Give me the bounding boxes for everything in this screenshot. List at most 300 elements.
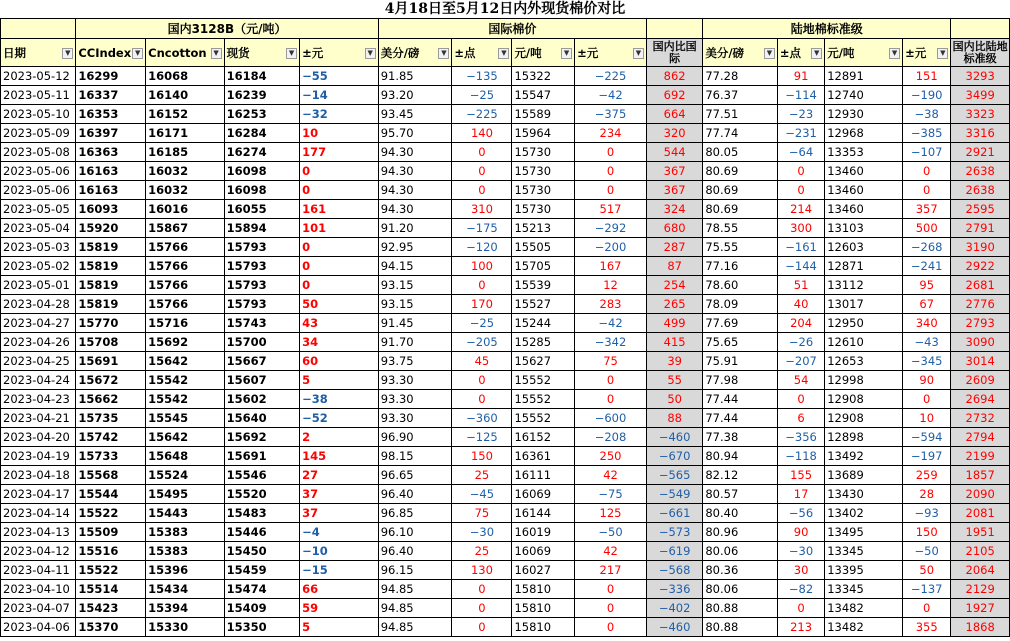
cell-intl-cents: 93.30 xyxy=(378,409,452,428)
cell-date: 2023-04-27 xyxy=(1,314,76,333)
cell-intl-points: 150 xyxy=(452,447,512,466)
cell-intl-yuan: 15213 xyxy=(512,219,575,238)
cell-landed-yuan: 13495 xyxy=(825,523,903,542)
cell-ccindex: 16093 xyxy=(76,200,146,219)
cell-landed-change: −268 xyxy=(903,238,951,257)
cell-date: 2023-04-26 xyxy=(1,333,76,352)
cell-intl-yuan: 15505 xyxy=(512,238,575,257)
cell-ccindex: 15819 xyxy=(76,257,146,276)
cell-landed-yuan: 12891 xyxy=(825,67,903,86)
cell-domestic-vs-intl: 367 xyxy=(646,162,702,181)
table-row xyxy=(1,504,1010,523)
cell-spot-change: −4 xyxy=(300,523,379,542)
cell-domestic-vs-landed: 2922 xyxy=(951,257,1010,276)
cell-ccindex: 15370 xyxy=(76,618,146,637)
cell-intl-cents: 92.95 xyxy=(378,238,452,257)
cell-domestic-vs-intl: 55 xyxy=(646,371,702,390)
cell-spot-change: 60 xyxy=(300,352,379,371)
cell-date: 2023-04-19 xyxy=(1,447,76,466)
cell-ccindex: 15742 xyxy=(76,428,146,447)
cell-landed-change: 0 xyxy=(903,390,951,409)
cell-intl-cents: 93.15 xyxy=(378,276,452,295)
cell-spot: 16284 xyxy=(224,124,299,143)
filter-dropdown-icon[interactable]: ▼ xyxy=(937,48,948,59)
cell-ccindex: 15544 xyxy=(76,485,146,504)
cell-landed-change: 28 xyxy=(903,485,951,504)
cell-landed-cents: 77.44 xyxy=(703,409,778,428)
cell-cncotton: 15867 xyxy=(146,219,224,238)
cell-domestic-vs-intl: −460 xyxy=(646,428,702,447)
cell-ccindex: 15509 xyxy=(76,523,146,542)
cell-intl-cents: 94.30 xyxy=(378,162,452,181)
cell-spot: 15602 xyxy=(224,390,299,409)
cell-intl-cents: 93.20 xyxy=(378,86,452,105)
cell-domestic-vs-landed: 2921 xyxy=(951,143,1010,162)
cell-spot: 15450 xyxy=(224,542,299,561)
cell-domestic-vs-landed: 2732 xyxy=(951,409,1010,428)
cell-landed-points: 213 xyxy=(777,618,824,637)
cell-landed-points: −56 xyxy=(777,504,824,523)
cell-landed-cents: 80.88 xyxy=(703,599,778,618)
cell-domestic-vs-intl: 87 xyxy=(646,257,702,276)
cell-intl-change: −600 xyxy=(575,409,647,428)
cell-intl-change: −200 xyxy=(575,238,647,257)
cell-spot: 15743 xyxy=(224,314,299,333)
cell-domestic-vs-intl: −619 xyxy=(646,542,702,561)
cell-intl-points: 0 xyxy=(452,162,512,181)
cell-cncotton: 16140 xyxy=(146,86,224,105)
cell-landed-points: −161 xyxy=(777,238,824,257)
table-row xyxy=(1,238,1010,257)
cell-domestic-vs-landed: 1951 xyxy=(951,523,1010,542)
cell-spot-change: 0 xyxy=(300,162,379,181)
cell-landed-yuan: 12603 xyxy=(825,238,903,257)
filter-dropdown-icon[interactable]: ▼ xyxy=(498,48,509,59)
cell-spot: 16239 xyxy=(224,86,299,105)
filter-dropdown-icon[interactable]: ▼ xyxy=(211,48,222,59)
header-intl-cents xyxy=(378,39,452,67)
cell-landed-yuan: 13353 xyxy=(825,143,903,162)
cell-ccindex: 16353 xyxy=(76,105,146,124)
cell-ccindex: 15733 xyxy=(76,447,146,466)
cell-domestic-vs-intl: 680 xyxy=(646,219,702,238)
cell-intl-cents: 96.40 xyxy=(378,542,452,561)
cell-landed-cents: 82.12 xyxy=(703,466,778,485)
cell-landed-yuan: 13482 xyxy=(825,599,903,618)
table-row xyxy=(1,561,1010,580)
cell-domestic-vs-intl: −549 xyxy=(646,485,702,504)
cell-landed-cents: 77.28 xyxy=(703,67,778,86)
cell-spot: 15607 xyxy=(224,371,299,390)
header-intl-yuan xyxy=(512,39,575,67)
cell-cncotton: 15545 xyxy=(146,409,224,428)
cell-landed-change: 355 xyxy=(903,618,951,637)
header-label: ±点 xyxy=(454,45,476,60)
cell-landed-points: −30 xyxy=(777,542,824,561)
cell-landed-yuan: 12950 xyxy=(825,314,903,333)
table-row xyxy=(1,390,1010,409)
cell-domestic-vs-intl: 544 xyxy=(646,143,702,162)
table-row xyxy=(1,181,1010,200)
cell-intl-points: 75 xyxy=(452,504,512,523)
cell-landed-yuan: 12930 xyxy=(825,105,903,124)
cell-spot: 15793 xyxy=(224,295,299,314)
cell-spot: 15350 xyxy=(224,618,299,637)
cell-spot: 15640 xyxy=(224,409,299,428)
cell-spot: 15692 xyxy=(224,428,299,447)
cell-landed-yuan: 12908 xyxy=(825,409,903,428)
cell-landed-cents: 80.05 xyxy=(703,143,778,162)
cell-date: 2023-04-06 xyxy=(1,618,76,637)
cell-intl-change: 167 xyxy=(575,257,647,276)
cell-domestic-vs-landed: 1927 xyxy=(951,599,1010,618)
cell-landed-cents: 80.06 xyxy=(703,542,778,561)
filter-dropdown-icon[interactable]: ▼ xyxy=(286,48,297,59)
cell-intl-cents: 93.75 xyxy=(378,352,452,371)
cell-cncotton: 15766 xyxy=(146,295,224,314)
cell-landed-change: 0 xyxy=(903,162,951,181)
table-row xyxy=(1,124,1010,143)
cell-domestic-vs-landed: 2791 xyxy=(951,219,1010,238)
filter-dropdown-icon[interactable]: ▼ xyxy=(365,48,376,59)
cell-intl-cents: 93.15 xyxy=(378,295,452,314)
cell-landed-yuan: 13430 xyxy=(825,485,903,504)
cell-intl-points: −120 xyxy=(452,238,512,257)
filter-dropdown-icon[interactable]: ▼ xyxy=(811,48,822,59)
cell-landed-points: 0 xyxy=(777,181,824,200)
cell-landed-cents: 80.69 xyxy=(703,200,778,219)
cell-domestic-vs-landed: 2105 xyxy=(951,542,1010,561)
cell-domestic-vs-landed: 1857 xyxy=(951,466,1010,485)
cell-landed-points: 40 xyxy=(777,295,824,314)
cell-landed-cents: 78.09 xyxy=(703,295,778,314)
cell-landed-points: −23 xyxy=(777,105,824,124)
header-label: 现货 xyxy=(226,45,250,60)
table-row xyxy=(1,333,1010,352)
cell-domestic-vs-landed: 3293 xyxy=(951,67,1010,86)
cell-intl-change: 125 xyxy=(575,504,647,523)
filter-dropdown-icon[interactable]: ▼ xyxy=(438,48,449,59)
cell-landed-points: 30 xyxy=(777,561,824,580)
cell-intl-cents: 98.15 xyxy=(378,447,452,466)
cell-landed-yuan: 13402 xyxy=(825,504,903,523)
cell-intl-change: −208 xyxy=(575,428,647,447)
table-row xyxy=(1,409,1010,428)
cell-intl-change: 75 xyxy=(575,352,647,371)
cell-domestic-vs-intl: 88 xyxy=(646,409,702,428)
cell-spot-change: −52 xyxy=(300,409,379,428)
cell-intl-yuan: 15810 xyxy=(512,580,575,599)
cell-landed-points: 6 xyxy=(777,409,824,428)
cell-domestic-vs-landed: 2776 xyxy=(951,295,1010,314)
cell-ccindex: 16163 xyxy=(76,181,146,200)
cell-landed-change: 259 xyxy=(903,466,951,485)
cell-domestic-vs-landed: 3499 xyxy=(951,86,1010,105)
cell-cncotton: 16032 xyxy=(146,181,224,200)
cell-landed-points: −356 xyxy=(777,428,824,447)
cell-intl-cents: 94.30 xyxy=(378,181,452,200)
cell-date: 2023-05-06 xyxy=(1,162,76,181)
cell-intl-yuan: 15589 xyxy=(512,105,575,124)
cell-spot-change: 27 xyxy=(300,466,379,485)
cell-spot: 16098 xyxy=(224,162,299,181)
cell-landed-yuan: 12653 xyxy=(825,352,903,371)
cell-landed-change: 50 xyxy=(903,561,951,580)
cell-spot: 15793 xyxy=(224,238,299,257)
cell-intl-points: 0 xyxy=(452,580,512,599)
cell-intl-change: 42 xyxy=(575,466,647,485)
table-row xyxy=(1,105,1010,124)
cell-landed-points: 0 xyxy=(777,162,824,181)
cell-ccindex: 15662 xyxy=(76,390,146,409)
cell-landed-yuan: 13460 xyxy=(825,200,903,219)
cell-intl-points: 0 xyxy=(452,618,512,637)
cell-intl-yuan: 15810 xyxy=(512,618,575,637)
cell-intl-points: −45 xyxy=(452,485,512,504)
cell-intl-points: 0 xyxy=(452,276,512,295)
cell-landed-points: −207 xyxy=(777,352,824,371)
cell-landed-cents: 75.55 xyxy=(703,238,778,257)
cell-intl-cents: 94.30 xyxy=(378,143,452,162)
cell-ccindex: 15568 xyxy=(76,466,146,485)
header-label: 元/吨 xyxy=(827,45,855,60)
cell-spot-change: 59 xyxy=(300,599,379,618)
cell-domestic-vs-landed: 3014 xyxy=(951,352,1010,371)
cell-date: 2023-04-12 xyxy=(1,542,76,561)
cell-intl-change: 0 xyxy=(575,390,647,409)
cell-cncotton: 15648 xyxy=(146,447,224,466)
cell-date: 2023-05-06 xyxy=(1,181,76,200)
header-landed-points xyxy=(777,39,824,67)
cell-intl-change: 250 xyxy=(575,447,647,466)
cell-landed-points: 204 xyxy=(777,314,824,333)
cell-landed-points: 91 xyxy=(777,67,824,86)
cell-landed-yuan: 12610 xyxy=(825,333,903,352)
cell-landed-cents: 78.55 xyxy=(703,219,778,238)
cell-intl-yuan: 15552 xyxy=(512,390,575,409)
filter-dropdown-icon[interactable]: ▼ xyxy=(132,48,143,59)
cell-intl-yuan: 15322 xyxy=(512,67,575,86)
cell-ccindex: 15708 xyxy=(76,333,146,352)
table-row xyxy=(1,219,1010,238)
cell-spot: 15793 xyxy=(224,276,299,295)
cell-intl-change: 283 xyxy=(575,295,647,314)
cell-intl-points: 0 xyxy=(452,371,512,390)
cell-spot-change: −32 xyxy=(300,105,379,124)
cell-landed-change: 0 xyxy=(903,599,951,618)
filter-dropdown-icon[interactable]: ▼ xyxy=(62,48,73,59)
cell-intl-change: 0 xyxy=(575,599,647,618)
cell-domestic-vs-landed: 2681 xyxy=(951,276,1010,295)
cell-intl-yuan: 15527 xyxy=(512,295,575,314)
cell-intl-points: −225 xyxy=(452,105,512,124)
filter-dropdown-icon[interactable]: ▼ xyxy=(764,48,775,59)
cell-intl-change: 0 xyxy=(575,580,647,599)
cell-cncotton: 15542 xyxy=(146,371,224,390)
cell-intl-points: 0 xyxy=(452,599,512,618)
cell-spot-change: −14 xyxy=(300,86,379,105)
cell-domestic-vs-intl: 692 xyxy=(646,86,702,105)
header-domestic-vs-intl xyxy=(646,39,702,67)
cell-spot-change: 10 xyxy=(300,124,379,143)
cell-domestic-vs-intl: −661 xyxy=(646,504,702,523)
cell-spot-change: 2 xyxy=(300,428,379,447)
cell-landed-yuan: 13460 xyxy=(825,181,903,200)
cell-date: 2023-04-07 xyxy=(1,599,76,618)
cell-domestic-vs-landed: 3190 xyxy=(951,238,1010,257)
cell-intl-cents: 94.15 xyxy=(378,257,452,276)
cell-date: 2023-05-09 xyxy=(1,124,76,143)
filter-dropdown-icon[interactable]: ▼ xyxy=(633,48,644,59)
cell-landed-points: 17 xyxy=(777,485,824,504)
cell-landed-change: −43 xyxy=(903,333,951,352)
cell-landed-yuan: 12898 xyxy=(825,428,903,447)
table-row xyxy=(1,67,1010,86)
cell-date: 2023-04-28 xyxy=(1,295,76,314)
cell-spot: 15459 xyxy=(224,561,299,580)
cell-landed-yuan: 13345 xyxy=(825,580,903,599)
cell-intl-points: 0 xyxy=(452,181,512,200)
header-landed-cents xyxy=(703,39,778,67)
cell-landed-points: 155 xyxy=(777,466,824,485)
cell-landed-cents: 77.51 xyxy=(703,105,778,124)
header-label: 美分/磅 xyxy=(705,45,745,60)
cell-spot-change: 0 xyxy=(300,181,379,200)
cell-intl-cents: 96.90 xyxy=(378,428,452,447)
table-row xyxy=(1,371,1010,390)
cell-intl-points: 100 xyxy=(452,257,512,276)
cell-intl-change: 42 xyxy=(575,542,647,561)
cell-domestic-vs-intl: −565 xyxy=(646,466,702,485)
cell-intl-cents: 96.85 xyxy=(378,504,452,523)
cell-ccindex: 15819 xyxy=(76,276,146,295)
cell-landed-cents: 80.06 xyxy=(703,580,778,599)
header-label: 国内比国际 xyxy=(652,39,697,65)
cell-landed-cents: 80.96 xyxy=(703,523,778,542)
header-domestic-vs-landed xyxy=(951,39,1010,67)
cell-intl-yuan: 15810 xyxy=(512,599,575,618)
cell-date: 2023-04-17 xyxy=(1,485,76,504)
cell-intl-cents: 96.15 xyxy=(378,561,452,580)
filter-dropdown-icon[interactable]: ▼ xyxy=(561,48,572,59)
cell-spot-change: −15 xyxy=(300,561,379,580)
cell-landed-cents: 80.40 xyxy=(703,504,778,523)
cell-spot: 15793 xyxy=(224,257,299,276)
cell-domestic-vs-landed: 2081 xyxy=(951,504,1010,523)
cell-domestic-vs-landed: 2694 xyxy=(951,390,1010,409)
cell-spot: 16098 xyxy=(224,181,299,200)
cell-landed-points: −114 xyxy=(777,86,824,105)
filter-dropdown-icon[interactable]: ▼ xyxy=(889,48,900,59)
cell-landed-change: −241 xyxy=(903,257,951,276)
cell-intl-yuan: 15730 xyxy=(512,143,575,162)
group-blank xyxy=(1,19,76,39)
header-intl-points xyxy=(452,39,512,67)
cell-ccindex: 16299 xyxy=(76,67,146,86)
table-row xyxy=(1,295,1010,314)
cell-spot-change: 5 xyxy=(300,371,379,390)
cell-landed-points: 0 xyxy=(777,390,824,409)
cell-landed-yuan: 12871 xyxy=(825,257,903,276)
cell-cncotton: 16152 xyxy=(146,105,224,124)
cell-cncotton: 15766 xyxy=(146,257,224,276)
header-label: 日期 xyxy=(3,45,26,60)
cell-intl-change: −292 xyxy=(575,219,647,238)
cell-landed-change: −190 xyxy=(903,86,951,105)
cell-cncotton: 15524 xyxy=(146,466,224,485)
cell-spot: 15483 xyxy=(224,504,299,523)
cell-cncotton: 15383 xyxy=(146,523,224,542)
cell-landed-cents: 80.36 xyxy=(703,561,778,580)
header-label: 美分/磅 xyxy=(380,45,420,60)
cell-spot: 15474 xyxy=(224,580,299,599)
cell-landed-cents: 80.69 xyxy=(703,162,778,181)
cell-intl-points: −135 xyxy=(452,67,512,86)
cell-landed-yuan: 13395 xyxy=(825,561,903,580)
cell-intl-yuan: 15730 xyxy=(512,181,575,200)
cell-ccindex: 15770 xyxy=(76,314,146,333)
cell-ccindex: 16363 xyxy=(76,143,146,162)
cell-spot-change: 0 xyxy=(300,276,379,295)
table-row xyxy=(1,86,1010,105)
cell-cncotton: 15443 xyxy=(146,504,224,523)
cell-landed-change: 0 xyxy=(903,181,951,200)
cell-spot-change: −55 xyxy=(300,67,379,86)
cell-intl-cents: 93.30 xyxy=(378,390,452,409)
cell-landed-change: −107 xyxy=(903,143,951,162)
cell-landed-change: 67 xyxy=(903,295,951,314)
cell-intl-cents: 94.85 xyxy=(378,580,452,599)
cell-domestic-vs-intl: 862 xyxy=(646,67,702,86)
cell-landed-change: −197 xyxy=(903,447,951,466)
cell-domestic-vs-intl: 320 xyxy=(646,124,702,143)
table-row xyxy=(1,618,1010,637)
cell-domestic-vs-landed: 3090 xyxy=(951,333,1010,352)
cell-ccindex: 15516 xyxy=(76,542,146,561)
title-row xyxy=(1,0,1010,19)
cell-landed-points: −231 xyxy=(777,124,824,143)
header-label: Cncotton xyxy=(148,45,207,60)
cell-landed-points: 300 xyxy=(777,219,824,238)
cell-date: 2023-05-02 xyxy=(1,257,76,276)
cell-domestic-vs-landed: 2595 xyxy=(951,200,1010,219)
cell-intl-points: 45 xyxy=(452,352,512,371)
cell-domestic-vs-landed: 2638 xyxy=(951,181,1010,200)
cell-spot: 15546 xyxy=(224,466,299,485)
cell-ccindex: 15735 xyxy=(76,409,146,428)
cell-intl-cents: 94.85 xyxy=(378,599,452,618)
cell-landed-change: 151 xyxy=(903,67,951,86)
cell-intl-points: −360 xyxy=(452,409,512,428)
table-row xyxy=(1,523,1010,542)
cell-intl-points: −205 xyxy=(452,333,512,352)
cell-intl-cents: 91.45 xyxy=(378,314,452,333)
cell-intl-cents: 96.10 xyxy=(378,523,452,542)
cell-landed-cents: 77.74 xyxy=(703,124,778,143)
cell-domestic-vs-intl: 50 xyxy=(646,390,702,409)
cell-landed-yuan: 13017 xyxy=(825,295,903,314)
cell-spot: 15667 xyxy=(224,352,299,371)
header-cncotton xyxy=(146,39,224,67)
table-row xyxy=(1,276,1010,295)
cell-spot-change: 177 xyxy=(300,143,379,162)
cell-domestic-vs-intl: 415 xyxy=(646,333,702,352)
cell-landed-points: 214 xyxy=(777,200,824,219)
cell-ccindex: 16397 xyxy=(76,124,146,143)
cell-spot: 15409 xyxy=(224,599,299,618)
cell-spot-change: 5 xyxy=(300,618,379,637)
cell-intl-change: 0 xyxy=(575,143,647,162)
